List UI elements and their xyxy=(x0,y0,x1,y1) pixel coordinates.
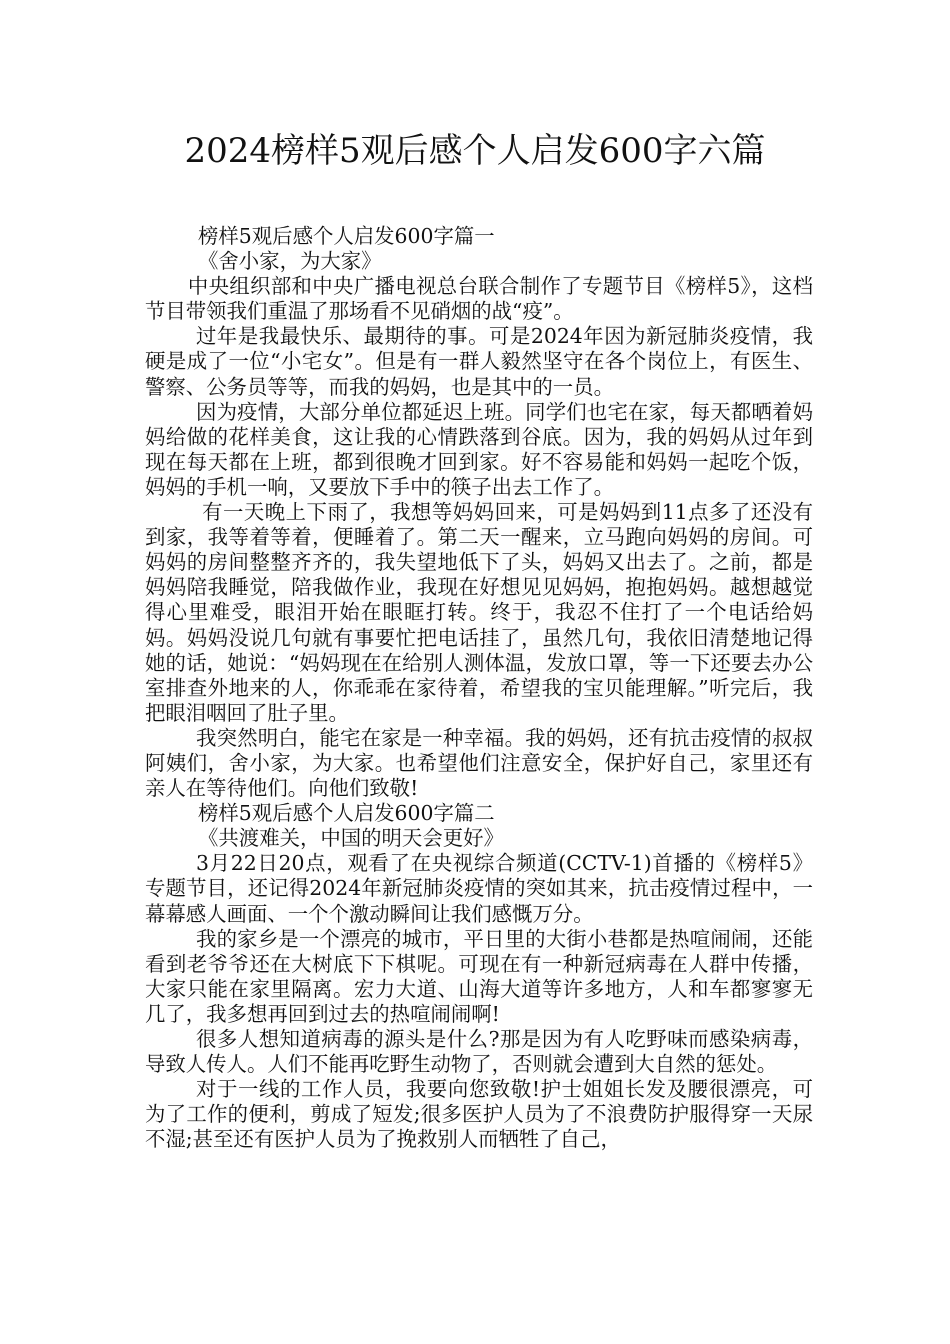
section-heading-2: 榜样5观后感个人启发600字篇二 xyxy=(198,801,495,826)
body-paragraph: 因为疫情，大部分单位都延迟上班。同学们也宅在家，每天都晒着妈妈给做的花样美食，这让我的心情跌落到谷底。因为，我的妈妈从过年到现在每天都在上班，都到很晚才回到家。好不容易能和妈妈一起吃个饭，妈妈的手机一响，又要放下手中的筷子出去工作了。 xyxy=(145,399,813,499)
document-body xyxy=(145,224,813,1152)
body-paragraph: 3月22日20点，观看了在央视综合频道(CCTV-1)首播的《榜样5》专题节目，还记得2024年新冠肺炎疫情的突如其来，抗击疫情过程中，一幕幕感人画面、一个个激动瞬间让我们感慨万分。 xyxy=(145,851,813,926)
body-paragraph: 我突然明白，能宅在家是一种幸福。我的妈妈，还有抗击疫情的叔叔阿姨们，舍小家，为大家。也希望他们注意安全，保护好自己，家里还有亲人在等待他们。向他们致敬! xyxy=(145,725,813,801)
body-paragraph: 过年是我最快乐、最期待的事。可是2024年因为新冠肺炎疫情，我硬是成了一位“小宅女”。但是有一群人毅然坚守在各个岗位上，有医生、警察、公务员等等，而我的妈妈，也是其中的一员。 xyxy=(145,324,813,399)
section-heading-1: 榜样5观后感个人启发600字篇一 xyxy=(198,224,495,248)
document-title: 2024榜样5观后感个人启发600字六篇 xyxy=(184,131,766,171)
body-paragraph: 有一天晚上下雨了，我想等妈妈回来，可是妈妈到11点多了还没有到家，我等着等着，便睡着了。第二天一醒来，立马跑向妈妈的房间。可妈妈的房间整整齐齐的，我失望地低下了头，妈妈又出去了。之前，都是妈妈陪我睡觉，陪我做作业，我现在好想见见妈妈，抱抱妈妈。越想越觉得心里难受，眼泪开始在眼眶打转。终于，我忍不住打了一个电话给妈妈。妈妈没说几句就有事要忙把电话挂了，虽然几句，我依旧清楚地记得她的话，她说：“妈妈现在在给别人测体温，发放口罩，等一下还要去办公室排查外地来的人，你乖乖在家待着，希望我的宝贝能理解。”听完后，我把眼泪咽回了肚子里。 xyxy=(145,500,813,725)
body-paragraph: 我的家乡是一个漂亮的城市，平日里的大街小巷都是热喧闹闹，还能看到老爷爷还在大树底下下棋呢。可现在有一种新冠病毒在人群中传播，大家只能在家里隔离。宏力大道、山海大道等许多地方，人和车都寥寥无几了，我多想再回到过去的热喧闹闹啊! xyxy=(145,926,813,1026)
body-paragraph: 对于一线的工作人员，我要向您致敬!护士姐姐长发及腰很漂亮，可为了工作的便利，剪成了短发;很多医护人员为了不浪费防护服得穿一天尿不湿;甚至还有医护人员为了挽救别人而牺牲了自己， xyxy=(145,1077,813,1152)
body-paragraph: 很多人想知道病毒的源头是什么?那是因为有人吃野味而感染病毒，导致人传人。人们不能再吃野生动物了，否则就会遭到大自然的惩处。 xyxy=(145,1027,813,1077)
section-subtitle-2: 《共渡难关，中国的明天会更好》 xyxy=(198,826,504,851)
section-subtitle-1: 《舍小家，为大家》 xyxy=(198,249,382,274)
body-paragraph: 中央组织部和中央广播电视总台联合制作了专题节目《榜样5》，这档节目带领我们重温了那场看不见硝烟的战“疫”。 xyxy=(145,274,813,324)
